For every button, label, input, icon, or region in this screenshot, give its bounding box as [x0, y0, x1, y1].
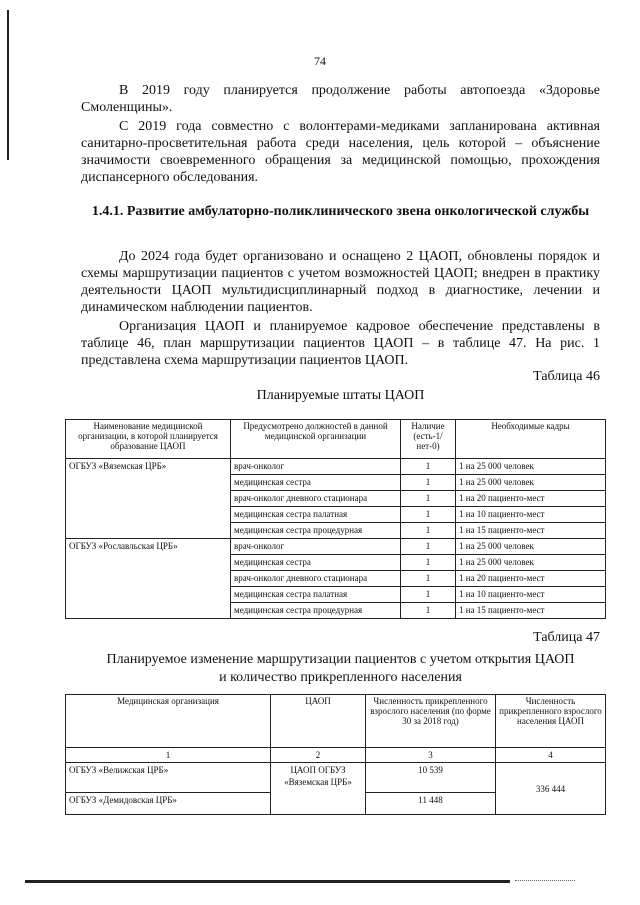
paragraph-autopoezd: В 2019 году планируется продолжение работы автопоезда «Здоровье Смоленщины».: [81, 83, 600, 115]
table47: [65, 694, 606, 815]
footer-line: [25, 880, 510, 883]
table46-org-name: ОГБУЗ «Рославльская ЦРБ»: [66, 539, 231, 619]
table-row: [66, 763, 606, 793]
table46-cell-position: медицинская сестра палатная: [231, 587, 401, 603]
table47-col-number: 1: [66, 748, 271, 763]
table46-cell-staff: 1 на 10 пациенто-мест: [456, 587, 606, 603]
table46-cell-staff: 1 на 20 пациенто-мест: [456, 491, 606, 507]
table46-header-row: [66, 420, 606, 459]
table47-cell-caop: ЦАОП ОГБУЗ «Вяземская ЦРБ»: [271, 763, 366, 815]
table46-org-name: ОГБУЗ «Вяземская ЦРБ»: [66, 459, 231, 539]
table46-cell-position: медицинская сестра: [231, 555, 401, 571]
table47-number-row: [66, 748, 606, 763]
table47-cell-population: 11 448: [366, 793, 496, 815]
table46-cell-position: медицинская сестра процедурная: [231, 523, 401, 539]
table47-header-row: [66, 695, 606, 748]
table46-cell-presence: 1: [401, 491, 456, 507]
table46-cell-presence: 1: [401, 587, 456, 603]
footer-dotted-line: [515, 880, 575, 881]
table46-cell-presence: 1: [401, 507, 456, 523]
paragraph-volunteers: С 2019 года совместно с волонтерами-медиками запланирована активная санитарно-просветительная работа среди населения, цель которой – объяснение значимости своевременного обращения за медицинской помощью, прохождения диспансерного обследования.: [81, 119, 600, 185]
table46-cell-position: медицинская сестра палатная: [231, 507, 401, 523]
page-number: 74: [314, 54, 326, 68]
table46-cell-staff: 1 на 25 000 человек: [456, 539, 606, 555]
table46-cell-presence: 1: [401, 459, 456, 475]
table46-label: Таблица 46: [533, 369, 600, 384]
table47-header-caop: ЦАОП: [271, 695, 366, 748]
table46-cell-staff: 1 на 10 пациенто-мест: [456, 507, 606, 523]
paragraph-caop-tables: Организация ЦАОП и планируемое кадровое обеспечение представлены в таблице 46, план маршрутизации пациентов ЦАОП – в таблице 47. На рис. 1 представлена схема маршрутизации пациентов ЦАОП.: [81, 319, 600, 368]
table46-cell-staff: 1 на 25 000 человек: [456, 555, 606, 571]
margin-line: [7, 10, 9, 160]
table46-cell-presence: 1: [401, 539, 456, 555]
table47-cell-caop-total: 336 444: [496, 763, 606, 815]
table46-header-positions: Предусмотрено должностей в данной медицинской организации: [231, 420, 401, 459]
section-heading: 1.4.1. Развитие амбулаторно-поликлинического звена онкологической службы: [91, 204, 590, 219]
table47-header-org: Медицинская организация: [66, 695, 271, 748]
table46-cell-presence: 1: [401, 571, 456, 587]
table46-cell-position: врач-онколог: [231, 539, 401, 555]
table46-header-presence: Наличие (есть-1/ нет-0): [401, 420, 456, 459]
table-row: [66, 539, 606, 555]
table46-cell-position: медицинская сестра: [231, 475, 401, 491]
table46-cell-presence: 1: [401, 475, 456, 491]
table46-cell-position: врач-онколог дневного стационара: [231, 491, 401, 507]
table46-cell-staff: 1 на 15 пациенто-мест: [456, 523, 606, 539]
table47-col-number: 4: [496, 748, 606, 763]
table46-cell-staff: 1 на 20 пациенто-мест: [456, 571, 606, 587]
table46-caption: Планируемые штаты ЦАОП: [256, 388, 425, 403]
table47-cell-population: 10 539: [366, 763, 496, 793]
table46-cell-staff: 1 на 25 000 человек: [456, 475, 606, 491]
table47-caption-line1: Планируемое изменение маршрутизации пациентов с учетом открытия ЦАОП: [106, 652, 575, 667]
table46-cell-presence: 1: [401, 603, 456, 619]
table47-label: Таблица 47: [533, 630, 600, 645]
table46-cell-position: медицинская сестра процедурная: [231, 603, 401, 619]
table47-cell-org: ОГБУЗ «Демидовская ЦРБ»: [66, 793, 271, 815]
table46: [65, 419, 606, 619]
table-row: [66, 459, 606, 475]
table46-cell-presence: 1: [401, 555, 456, 571]
table46-cell-position: врач-онколог: [231, 459, 401, 475]
table47-col-number: 2: [271, 748, 366, 763]
table47-col-number: 3: [366, 748, 496, 763]
table46-cell-staff: 1 на 15 пациенто-мест: [456, 603, 606, 619]
table47-caption-line2: и количество прикрепленного населения: [219, 670, 462, 685]
table47-header-caop-population: Численность прикрепленного взрослого населения ЦАОП: [496, 695, 606, 748]
table47-header-population: Численность прикрепленного взрослого населения (по форме 30 за 2018 год): [366, 695, 496, 748]
table47-cell-org: ОГБУЗ «Велижская ЦРБ»: [66, 763, 271, 793]
table46-cell-staff: 1 на 25 000 человек: [456, 459, 606, 475]
table46-cell-position: врач-онколог дневного стационара: [231, 571, 401, 587]
table46-header-staff: Необходимые кадры: [456, 420, 606, 459]
table46-header-org: Наименование медицинской организации, в которой планируется образование ЦАОП: [66, 420, 231, 459]
table46-cell-presence: 1: [401, 523, 456, 539]
paragraph-caop-plan: До 2024 года будет организовано и оснащено 2 ЦАОП, обновлены порядок и схемы маршрутизации пациентов с учетом возможностей ЦАОП; внедрен в практику деятельности ЦАОП мультидисциплинарный подход в диагностике, лечении и динамическом наблюдении пациентов.: [81, 249, 600, 315]
